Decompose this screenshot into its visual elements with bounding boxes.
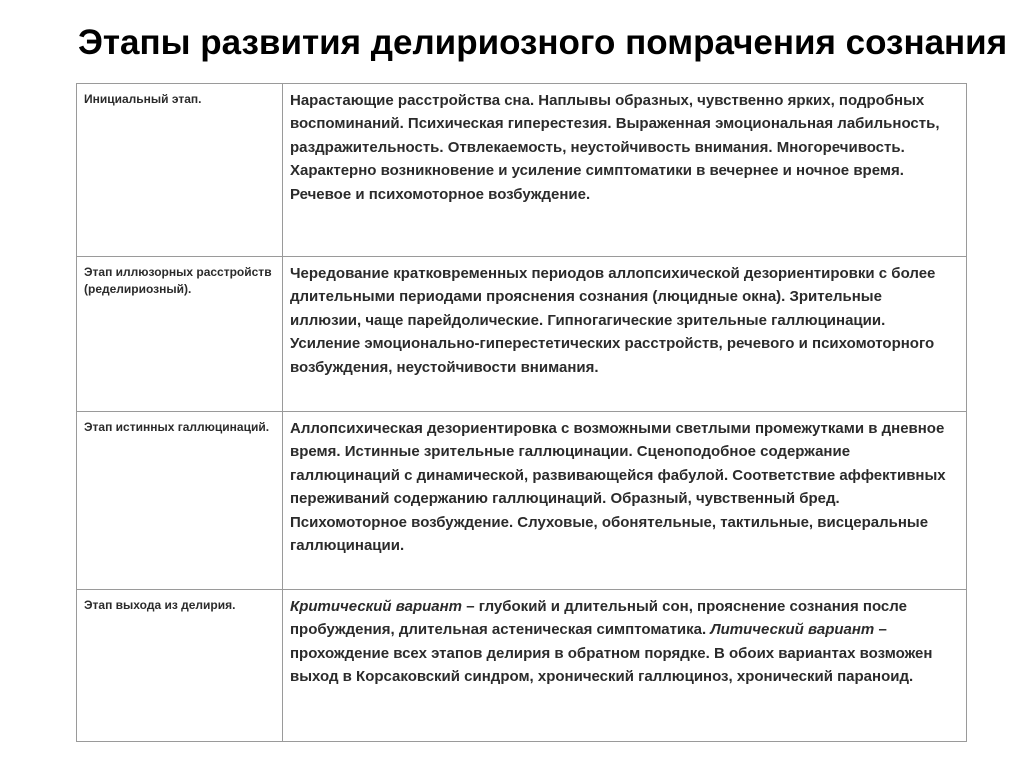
lytic-variant-text: – прохождение всех этапов делирия в обратном порядке. В обоих вариантах возможен выход в Корсаковский синдром, хронический галлюциноз, хронический параноид. xyxy=(290,621,933,686)
page-title: Этапы развития делириозного помрачения сознания xyxy=(78,23,1008,62)
critical-variant-text: – глубокий и длительный сон, прояснение сознания после пробуждения, длительная астеническая симптоматика. xyxy=(290,598,907,639)
stage-description xyxy=(283,590,966,689)
lytic-variant-label: Литический вариант xyxy=(710,621,875,639)
stage-description: Нарастающие расстройства сна. Наплывы образных, чувственно ярких, подробных воспоминаний. Психическая гиперестезия. Выраженная эмоциональная лабильность, раздражительность. Отвлекаемость, неустойчивость внимания. Многоречивость. Характерно возникновение и усиление симптоматики в вечернее и ночное время. Речевое и психомоторное возбуждение. xyxy=(290,92,940,203)
stage-description-cell xyxy=(283,257,967,412)
stage-name-cell xyxy=(77,412,283,590)
table-row-initial-stage xyxy=(77,84,967,257)
stage-name: Этап истинных галлюцинаций. xyxy=(84,420,270,434)
stage-description: Чередование кратковременных периодов аллопсихической дезориентировки с более длительными периодами прояснения сознания (люцидные окна). Зрительные иллюзии, чаще парейдолические. Гипногагические зрительные галлюцинации. Усиление эмоционально-гиперестетических расстройств, речевого и психомоторного возбуждения, неустойчивости внимания. xyxy=(290,265,936,376)
table-row-hallucination-stage xyxy=(77,412,967,590)
stage-description-cell xyxy=(283,412,967,590)
table-row-exit-stage xyxy=(77,590,967,742)
stage-description: Аллопсихическая дезориентировка с возможными светлыми промежутками в дневное время. Истинные зрительные галлюцинации. Сценоподобное содержание галлюцинаций с динамической, развивающейся фабулой. Соответствие аффективных переживаний содержанию галлюцинаций. Образный, чувственный бред. Психомоторное возбуждение. Слуховые, обонятельные, тактильные, висцеральные галлюцинации. xyxy=(290,420,946,555)
stages-table xyxy=(76,83,967,742)
table-row-illusory-stage xyxy=(77,257,967,412)
stage-name-cell xyxy=(77,257,283,412)
stage-description-cell xyxy=(283,84,967,257)
stage-description-cell xyxy=(283,590,967,742)
stage-name: Этап выхода из делирия. xyxy=(84,598,236,612)
stage-name-cell xyxy=(77,590,283,742)
critical-variant-label: Критический вариант xyxy=(290,598,463,615)
stage-name-cell xyxy=(77,84,283,257)
stage-name: Этап иллюзорных расстройств (ределириозный). xyxy=(84,265,272,296)
stage-name: Инициальный этап. xyxy=(84,92,202,106)
